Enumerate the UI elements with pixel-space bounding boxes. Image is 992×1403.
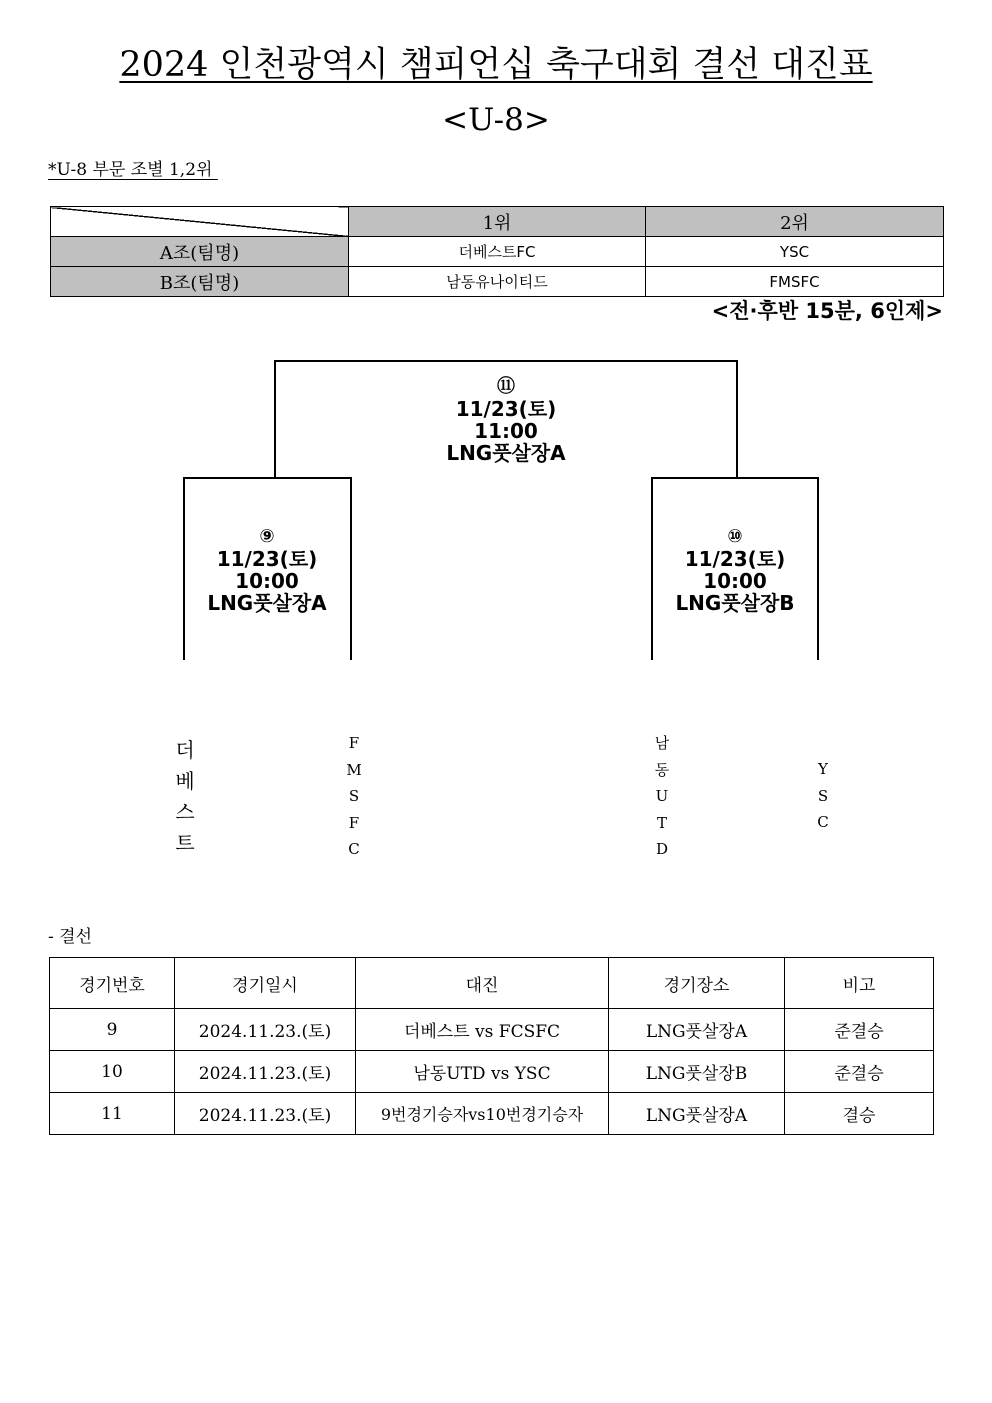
match-time: 10:00 <box>235 569 299 593</box>
team-char: D <box>655 840 669 858</box>
section-note: *U-8 부문 조별 1,2위 <box>48 160 218 180</box>
team-vertical-fmsfc <box>339 730 369 863</box>
match-venue: LNG풋살장A <box>446 441 566 465</box>
table-cell: 9 <box>50 1009 175 1051</box>
bracket-lines <box>0 0 992 700</box>
match-time: 11:00 <box>474 419 538 443</box>
team-char: 더 <box>175 738 195 762</box>
team-cell: YSC <box>646 237 944 267</box>
table-header-row <box>50 958 934 1009</box>
team-cell: 남동유나이티드 <box>349 267 646 297</box>
team-char: C <box>348 840 360 858</box>
match-number: ⑨ <box>259 526 275 547</box>
table-row <box>50 1051 934 1093</box>
column-header-second: 2위 <box>646 207 944 237</box>
table-cell: LNG풋살장A <box>609 1009 785 1051</box>
team-char: 트 <box>175 831 195 855</box>
match-time: 10:00 <box>703 569 767 593</box>
rules-note: <전·후반 15분, 6인제> <box>711 299 943 323</box>
column-header: 경기일시 <box>175 958 356 1009</box>
table-cell: 10 <box>50 1051 175 1093</box>
table-cell: 9번경기승자vs10번경기승자 <box>356 1093 609 1135</box>
table-cell: 준결승 <box>785 1009 934 1051</box>
match-date: 11/23(토) <box>455 397 557 421</box>
table-cell: 남동UTD vs YSC <box>356 1051 609 1093</box>
team-vertical-namdong <box>647 730 677 863</box>
team-char: M <box>346 760 362 779</box>
table-cell: 결승 <box>785 1093 934 1135</box>
team-char: 동 <box>654 760 670 779</box>
team-char: Y <box>818 760 828 778</box>
team-char: 스 <box>175 800 195 824</box>
table-row <box>50 1093 934 1135</box>
table-cell: LNG풋살장B <box>609 1051 785 1093</box>
column-header: 대진 <box>356 958 609 1009</box>
team-char: U <box>655 787 669 805</box>
group-label: A조(팀명) <box>51 237 349 267</box>
final-match-info <box>406 376 606 464</box>
group-label: B조(팀명) <box>51 267 349 297</box>
column-header-first: 1위 <box>349 207 646 237</box>
match-date: 11/23(토) <box>216 547 318 571</box>
table-cell: 11 <box>50 1093 175 1135</box>
table-cell: 2024.11.23.(토) <box>175 1051 356 1093</box>
team-vertical-ysc <box>808 756 838 836</box>
match-venue: LNG풋살장A <box>207 591 327 615</box>
team-cell: 더베스트FC <box>349 237 646 267</box>
table-cell: 2024.11.23.(토) <box>175 1093 356 1135</box>
column-header: 비고 <box>785 958 934 1009</box>
semi-left-match-info <box>167 526 367 614</box>
match-venue: LNG풋살장B <box>675 591 795 615</box>
table-cell: 더베스트 vs FCSFC <box>356 1009 609 1051</box>
final-results-table <box>49 957 934 1135</box>
team-char: 베 <box>175 769 195 793</box>
table-cell: 준결승 <box>785 1051 934 1093</box>
team-char: 남 <box>654 734 670 752</box>
team-char: T <box>656 813 667 832</box>
final-section-heading: - 결선 <box>48 927 92 947</box>
column-header: 경기장소 <box>609 958 785 1009</box>
match-date: 11/23(토) <box>684 547 786 571</box>
page-title-text: 2024 인천광역시 챔피언십 축구대회 결선 대진표 <box>119 45 873 85</box>
team-char: S <box>817 786 829 805</box>
match-number: ⑩ <box>727 526 743 547</box>
match-number: ⑪ <box>497 376 515 397</box>
team-cell: FMSFC <box>646 267 944 297</box>
team-vertical-thebest <box>170 735 200 859</box>
page-subtitle: <U-8> <box>442 102 550 138</box>
team-char: F <box>348 813 360 832</box>
table-cell: LNG풋살장A <box>609 1093 785 1135</box>
table-cell: 2024.11.23.(토) <box>175 1009 356 1051</box>
team-char: S <box>348 787 360 805</box>
semi-right-match-info <box>635 526 835 614</box>
team-char: C <box>817 813 829 831</box>
team-char: F <box>348 734 360 752</box>
column-header: 경기번호 <box>50 958 175 1009</box>
table-row <box>50 1009 934 1051</box>
